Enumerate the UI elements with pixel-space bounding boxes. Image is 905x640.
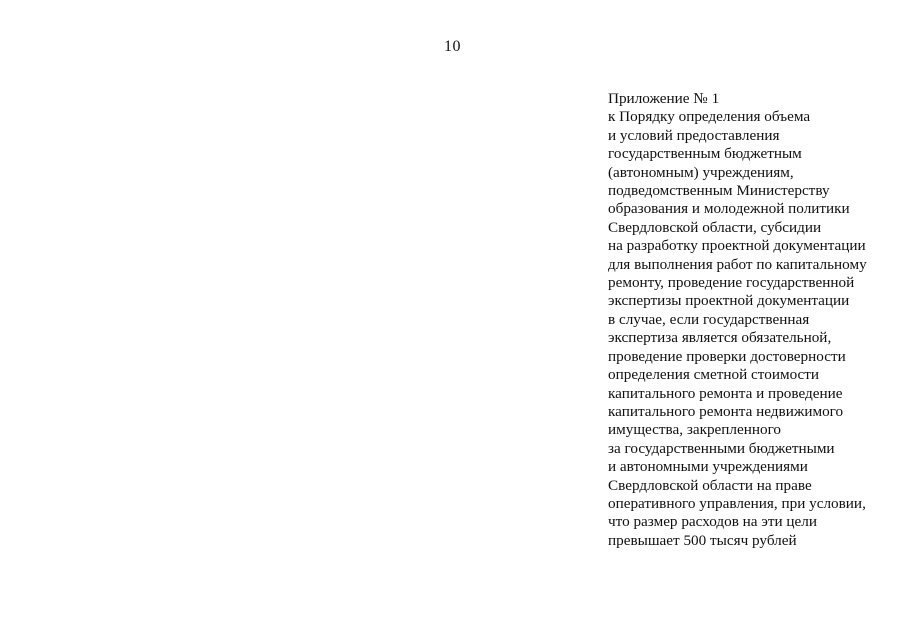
appendix-line: за государственными бюджетными (608, 439, 835, 457)
appendix-line: капитального ремонта и проведение (608, 384, 843, 402)
appendix-line: (автономным) учреждениям, (608, 163, 794, 181)
appendix-line: государственным бюджетным (608, 145, 802, 163)
appendix-line: экспертиза является обязательной, (608, 329, 832, 347)
appendix-header (608, 90, 898, 550)
appendix-line: имущества, закрепленного (608, 421, 782, 439)
appendix-line: Приложение № 1 (608, 90, 720, 107)
appendix-line: образования и молодежной политики (608, 200, 850, 218)
appendix-line: оперативного управления, при условии, (608, 494, 866, 512)
appendix-line: капитального ремонта недвижимого (608, 402, 844, 420)
appendix-line: что размер расходов на эти цели (608, 513, 817, 531)
appendix-line: для выполнения работ по капитальному (608, 255, 867, 273)
appendix-line: на разработку проектной документации (608, 237, 866, 255)
appendix-line: и автономными учреждениями (608, 458, 808, 476)
appendix-line: Свердловской области, субсидии (608, 218, 822, 236)
appendix-line: экспертизы проектной документации (608, 292, 850, 310)
appendix-line: подведомственным Министерству (608, 182, 830, 200)
page-number: 10 (444, 38, 461, 55)
appendix-line: Свердловской области на праве (608, 476, 812, 494)
appendix-line: и условий предоставления (608, 126, 780, 144)
appendix-line: к Порядку определения объема (608, 108, 811, 126)
appendix-line: в случае, если государственная (608, 310, 810, 328)
appendix-line: проведение проверки достоверности (608, 347, 846, 365)
appendix-line: определения сметной стоимости (608, 366, 820, 384)
appendix-line: превышает 500 тысяч рублей (608, 531, 797, 549)
appendix-line: ремонту, проведение государственной (608, 274, 855, 292)
